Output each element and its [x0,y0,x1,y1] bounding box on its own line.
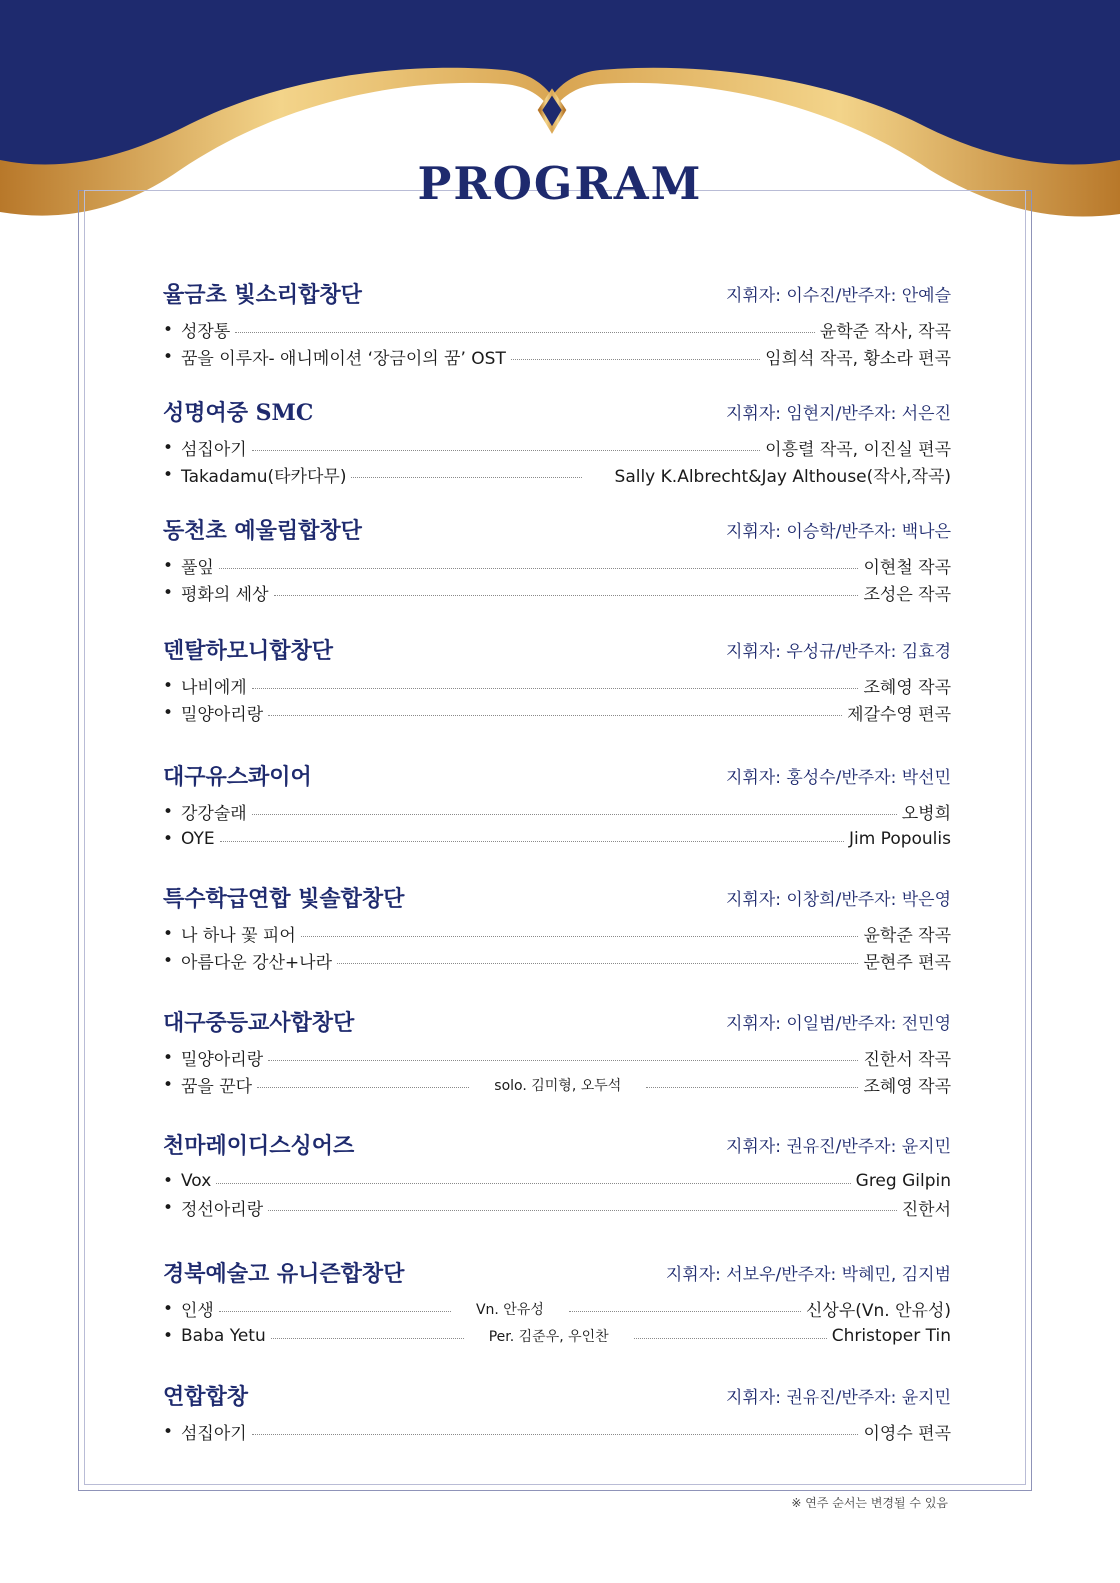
conductor-accompanist: 지휘자: 우성규/반주자: 김효경 [725,642,951,662]
song-credit: 윤학준 작곡 [863,926,951,946]
song-title: OYE [181,828,215,849]
dot-leader [252,1434,859,1435]
dot-leader [268,1060,858,1061]
section-header [163,1257,959,1289]
program-item [163,798,959,825]
song-credit: 진한서 작곡 [863,1050,951,1070]
song-title: 인생 [181,1301,214,1321]
song-credit: Sally K.Albrecht&Jay Althouse(작사,작곡) [614,467,951,487]
choir-name: 천마레이디스싱어즈 [163,1133,355,1159]
song-credit: 문현주 편곡 [863,953,951,973]
dot-leader [569,1311,801,1312]
dot-leader [252,450,760,451]
program-section [163,882,959,974]
section-header [163,1380,959,1412]
choir-name: 동천초 예울림합창단 [163,518,362,544]
song-credit: 조혜영 작곡 [863,678,951,698]
song-title: 섬집아기 [181,440,247,460]
conductor-accompanist: 지휘자: 이승학/반주자: 백나은 [725,522,951,542]
program-item [163,461,959,488]
song-credit: 임희석 작곡, 황소라 편곡 [765,349,951,369]
program-section [163,396,959,488]
song-title: Takadamu(타카다무) [181,467,347,487]
bullet-icon: • [163,923,174,944]
footnote: ※ 연주 순서는 변경될 수 있음 [791,1496,948,1510]
dot-leader [219,568,859,569]
song-title: 밀양아리랑 [181,1050,264,1070]
section-header [163,882,959,914]
program-item [163,1295,959,1322]
bullet-icon: • [163,1074,174,1095]
choir-name: 특수학급연합 빛솔합창단 [163,886,405,912]
song-credit: 윤학준 작사, 작곡 [819,322,951,342]
bullet-icon: • [163,1325,174,1346]
conductor-accompanist: 지휘자: 서보우/반주자: 박혜민, 김지범 [665,1265,951,1285]
bullet-icon: • [163,1298,174,1319]
performer-note: Per. 김준우, 우인찬 [488,1328,609,1345]
bullet-icon: • [163,828,174,849]
dot-leader [268,1210,897,1211]
dot-leader [220,841,844,842]
program-item [163,316,959,343]
program-section [163,1006,959,1098]
dot-leader [301,936,859,937]
song-title: 성장통 [181,322,231,342]
song-title: 풀잎 [181,558,214,578]
bullet-icon: • [163,1047,174,1068]
song-title: 섬집아기 [181,1424,247,1444]
program-item [163,825,959,852]
bullet-icon: • [163,702,174,723]
song-credit: 오병희 [901,804,951,824]
dot-leader [271,1338,464,1339]
program-item [163,434,959,461]
program-item [163,1322,959,1349]
choir-name: 대구중등교사합창단 [163,1010,355,1036]
program-section [163,760,959,852]
choir-name: 덴탈하모니합창단 [163,638,334,664]
dot-leader [216,1183,850,1184]
song-title: Baba Yetu [181,1325,266,1346]
bullet-icon: • [163,555,174,576]
song-credit: 이흥렬 작곡, 이진실 편곡 [765,440,951,460]
dot-leader [511,359,760,360]
song-title: 강강술래 [181,804,247,824]
choir-name: 율금초 빛소리합창단 [163,282,362,308]
bullet-icon: • [163,1170,174,1191]
bullet-icon: • [163,319,174,340]
dot-leader [235,332,815,333]
song-credit: Greg Gilpin [855,1170,951,1191]
program-section [163,634,959,726]
bullet-icon: • [163,1197,174,1218]
song-credit: 이현철 작곡 [863,558,951,578]
program-section [163,1380,959,1445]
bullet-icon: • [163,950,174,971]
conductor-accompanist: 지휘자: 홍성수/반주자: 박선민 [725,768,951,788]
dot-leader [252,814,897,815]
conductor-accompanist: 지휘자: 권유진/반주자: 윤지민 [725,1137,951,1157]
conductor-accompanist: 지휘자: 이수진/반주자: 안예슬 [725,286,951,306]
bullet-icon: • [163,346,174,367]
song-title: 아름다운 강산+나라 [181,953,333,973]
program-item [163,1418,959,1445]
conductor-accompanist: 지휘자: 권유진/반주자: 윤지민 [725,1388,951,1408]
song-title: 밀양아리랑 [181,705,264,725]
program-section [163,1129,959,1221]
section-header [163,760,959,792]
bullet-icon: • [163,582,174,603]
dot-leader [257,1087,469,1088]
dot-leader [268,715,842,716]
program-item [163,579,959,606]
performer-note: solo. 김미형, 오두석 [494,1077,622,1094]
song-credit: 조성은 작곡 [863,585,951,605]
song-credit: Jim Popoulis [848,828,951,849]
section-header [163,1006,959,1038]
program-item [163,1194,959,1221]
bullet-icon: • [163,1421,174,1442]
program-section [163,514,959,606]
program-item [163,1071,959,1098]
song-credit: 제갈수영 편곡 [847,705,951,725]
song-credit: Christoper Tin [831,1325,951,1346]
bullet-icon: • [163,801,174,822]
program-item [163,947,959,974]
program-item [163,699,959,726]
choir-name: 대구유스콰이어 [163,764,312,790]
section-header [163,278,959,310]
program-section [163,278,959,370]
choir-name: 성명여중 SMC [163,400,314,426]
program-item [163,920,959,947]
program-item [163,1167,959,1194]
dot-leader [274,595,859,596]
section-header [163,396,959,428]
conductor-accompanist: 지휘자: 이창희/반주자: 박은영 [725,890,951,910]
bullet-icon: • [163,437,174,458]
choir-name: 경북예술고 유니즌합창단 [163,1261,405,1287]
song-title: Vox [181,1170,212,1191]
conductor-accompanist: 지휘자: 임현지/반주자: 서은진 [725,404,951,424]
dot-leader [219,1311,451,1312]
song-credit: 이영수 편곡 [863,1424,951,1444]
song-title: 정선아리랑 [181,1200,264,1220]
song-title: 나 하나 꽃 피어 [181,926,296,946]
section-header [163,634,959,666]
song-title: 나비에게 [181,678,247,698]
song-title: 평화의 세상 [181,585,269,605]
program-item [163,343,959,370]
page-title: PROGRAM [417,157,703,210]
dot-leader [634,1338,827,1339]
song-credit: 진한서 [901,1200,951,1220]
dot-leader [252,688,859,689]
song-credit: 신상우(Vn. 안유성) [805,1301,951,1321]
bullet-icon: • [163,675,174,696]
song-credit: 조혜영 작곡 [863,1077,951,1097]
performer-note: Vn. 안유성 [475,1301,544,1318]
song-title: 꿈을 꾼다 [181,1077,253,1097]
program-item [163,672,959,699]
dot-leader [337,963,858,964]
choir-name: 연합합창 [163,1384,249,1410]
program-item [163,552,959,579]
program-section [163,1257,959,1349]
conductor-accompanist: 지휘자: 이일범/반주자: 전민영 [725,1014,951,1034]
bullet-icon: • [163,464,174,485]
program-item [163,1044,959,1071]
section-header [163,514,959,546]
song-title: 꿈을 이루자- 애니메이션 ‘장금이의 꿈’ OST [181,349,506,369]
dot-leader [351,477,581,478]
section-header [163,1129,959,1161]
dot-leader [646,1087,858,1088]
